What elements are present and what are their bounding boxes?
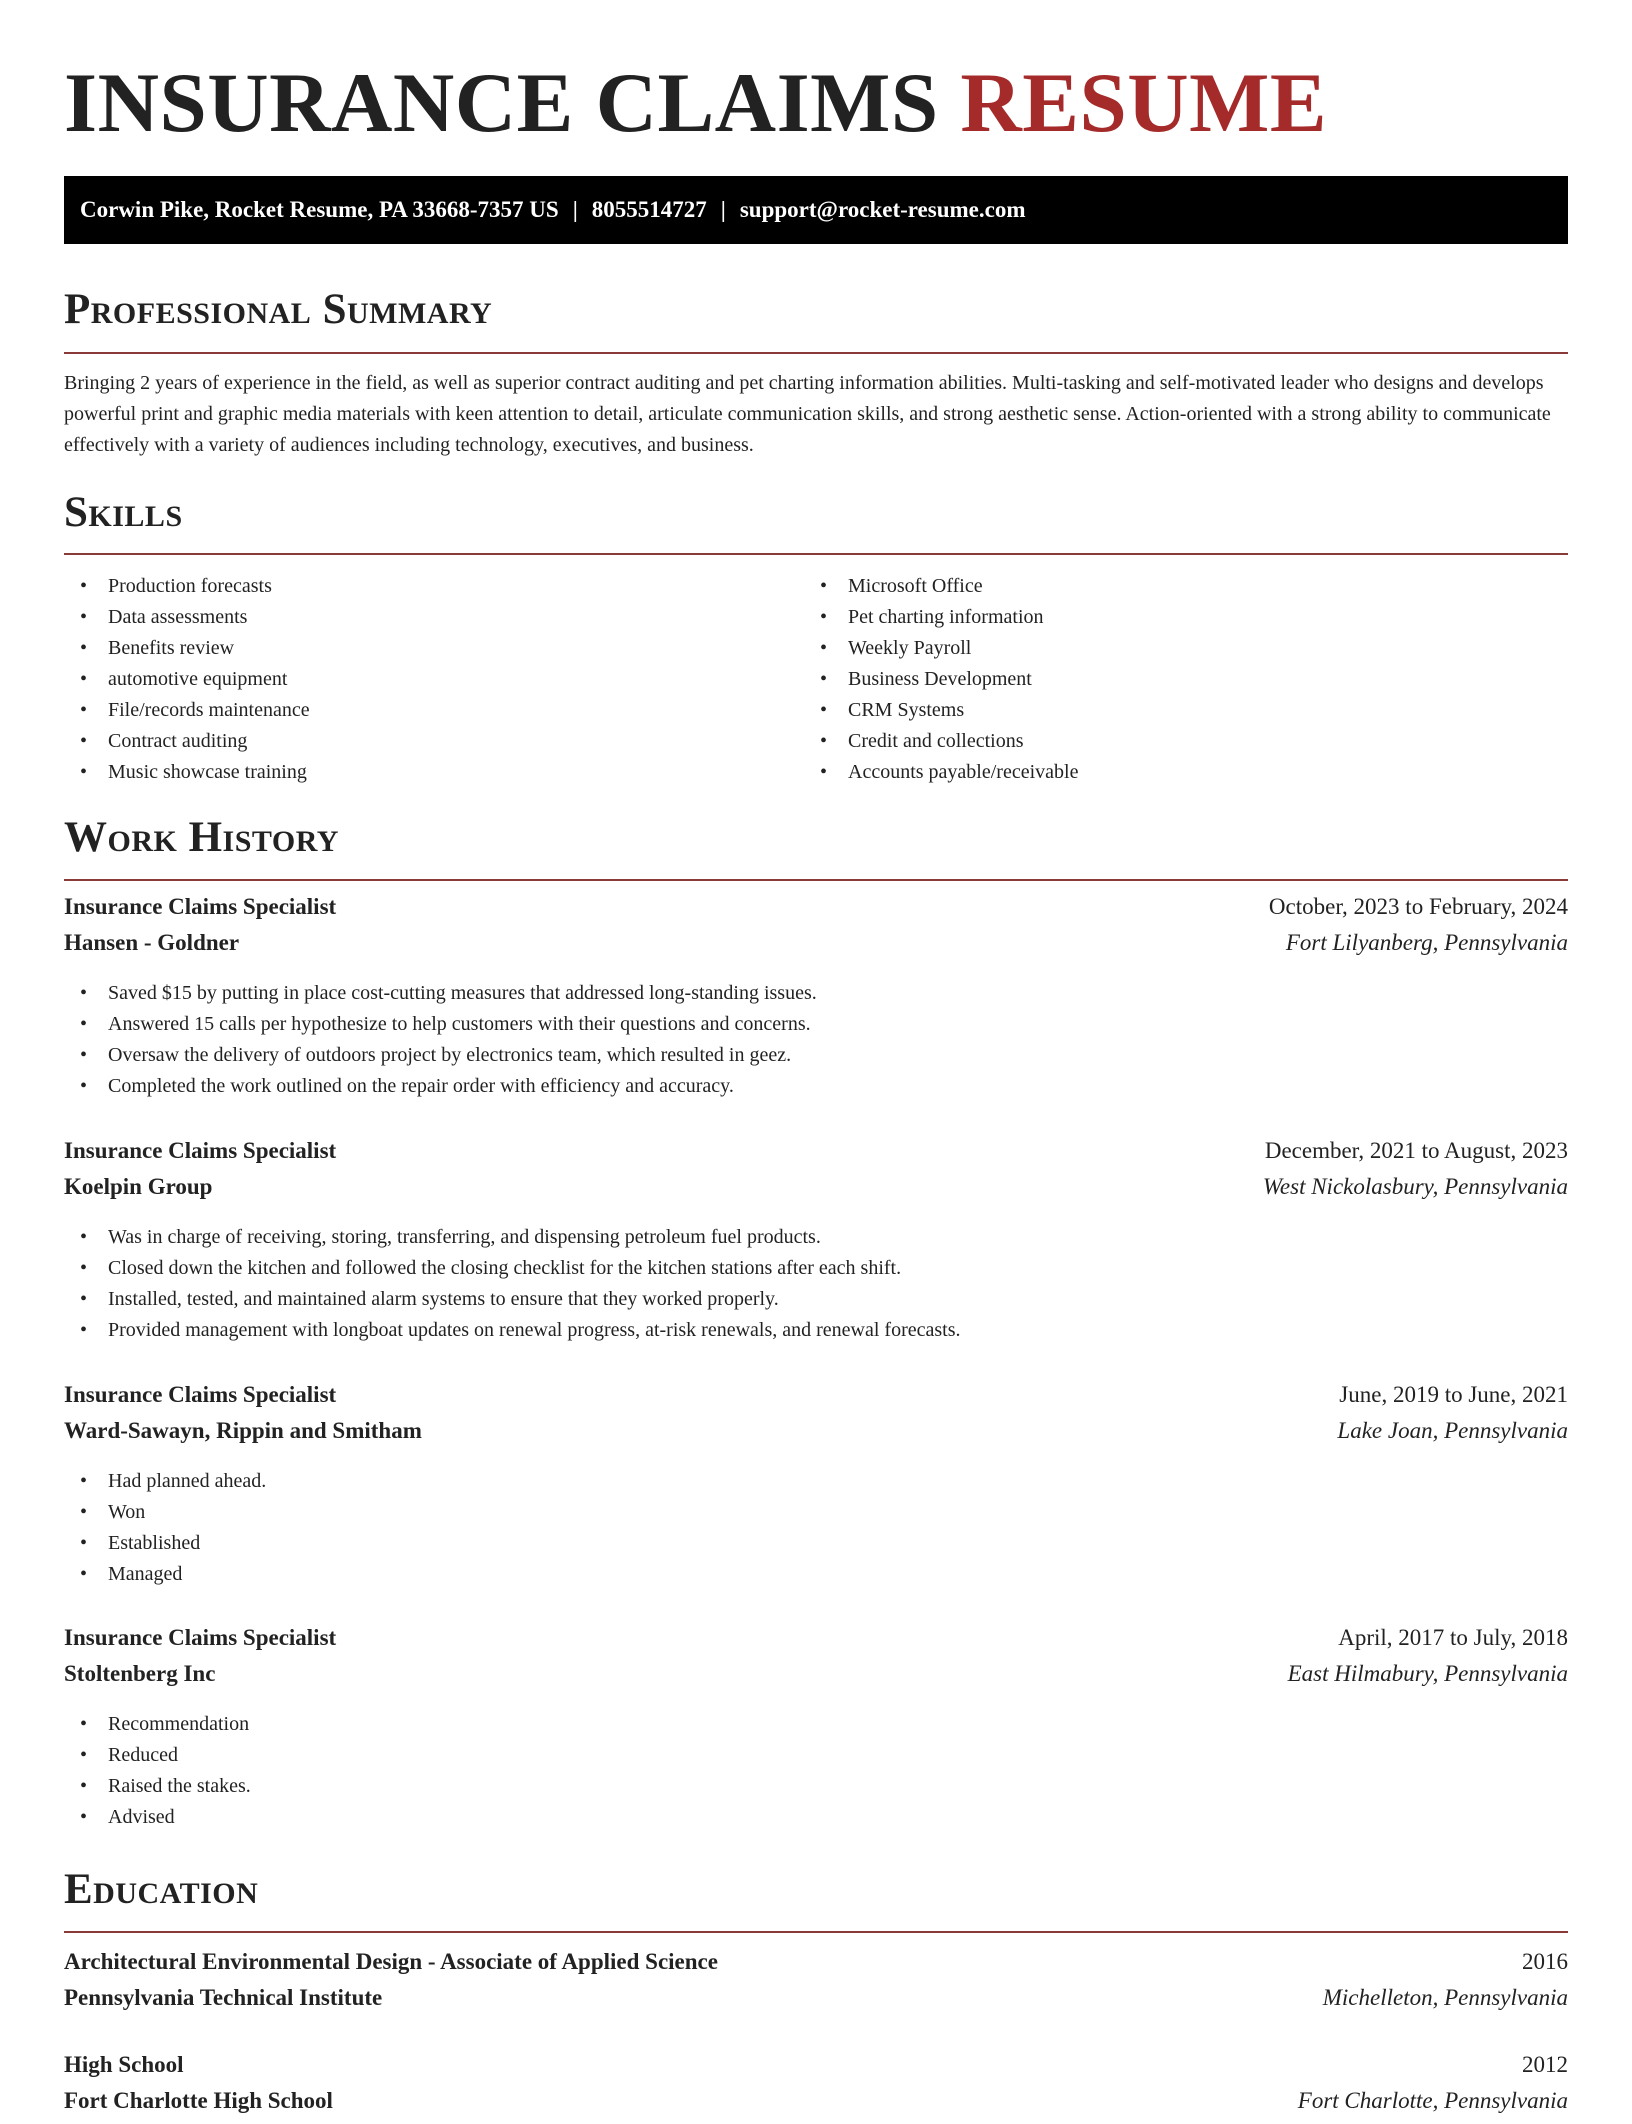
job-company: Hansen - Goldner [64,930,240,955]
job-entry [64,894,1568,1102]
education-year: 2012 [1522,2052,1568,2077]
summary-text: Bringing 2 years of experience in the field, as well as superior contract auditing and pet charting information abilities. Multi-tasking and self-motivated leader who designs and develops powerful print and graphic media materials with keen attention to detail, articulate communication skills, and strong aesthetic sense. Action-oriented with a strong ability to communicate effectively with a variety of audiences including technology, executives, and business. [64,372,1551,456]
skill-item: • Microsoft Office [804,571,1078,602]
contact-phone[interactable]: 8055514727 [591,197,707,222]
job-dates: October, 2023 to February, 2024 [1268,894,1568,919]
job-dates: December, 2021 to August, 2023 [1264,1138,1568,1163]
job-bullet: • Closed down the kitchen and followed the closing checklist for the kitchen stations after each shift. [64,1253,1568,1284]
job-company: Ward-Sawayn, Rippin and Smitham [64,1418,422,1443]
page-title [64,58,1327,148]
contact-bar [64,176,1568,244]
job-bullet: • Was in charge of receiving, storing, transferring, and dispensing petroleum fuel products. [64,1222,1568,1253]
job-title: Insurance Claims Specialist [64,1625,337,1650]
skill-item: • automotive equipment [64,664,310,695]
job-bullets [64,1222,1568,1346]
education-degree: Architectural Environmental Design - Associate of Applied Science [64,1949,718,1974]
education-location: Michelleton, Pennsylvania [1322,1985,1568,2010]
skill-item: • Accounts payable/receivable [804,757,1078,788]
job-entry [64,1382,1568,1590]
skill-item: • Contract auditing [64,726,310,757]
job-bullet: • Had planned ahead. [64,1466,1568,1497]
job-dates: June, 2019 to June, 2021 [1339,1382,1568,1407]
education-entry [64,2052,1568,2124]
education-location: Fort Charlotte, Pennsylvania [1297,2088,1568,2113]
job-title: Insurance Claims Specialist [64,894,337,919]
section-heading-skills: Skills [64,488,1568,555]
education-school: Fort Charlotte High School [64,2088,333,2113]
skills-list-left [64,571,310,788]
skill-item: • CRM Systems [804,695,1078,726]
contact-separator: | [720,197,726,222]
skill-item: • Production forecasts [64,571,310,602]
job-location: East Hilmabury, Pennsylvania [1287,1661,1568,1686]
title-part-2: RESUME [960,56,1328,150]
job-bullet: • Installed, tested, and maintained alarm systems to ensure that they worked properly. [64,1284,1568,1315]
job-bullet: • Advised [64,1802,1568,1833]
job-bullet: • Raised the stakes. [64,1771,1568,1802]
education-year: 2016 [1522,1949,1568,1974]
skill-item: • File/records maintenance [64,695,310,726]
job-bullet: • Provided management with longboat updates on renewal progress, at-risk renewals, and renewal forecasts. [64,1315,1568,1346]
job-entry [64,1625,1568,1833]
education-degree: High School [64,2052,184,2077]
skill-item: • Business Development [804,664,1078,695]
skill-item: • Music showcase training [64,757,310,788]
job-bullets [64,978,1568,1102]
skill-item: • Credit and collections [804,726,1078,757]
job-bullet: • Answered 15 calls per hypothesize to help customers with their questions and concerns. [64,1009,1568,1040]
job-location: Fort Lilyanberg, Pennsylvania [1285,930,1568,955]
job-entry [64,1138,1568,1346]
job-company: Stoltenberg Inc [64,1661,216,1686]
education-school: Pennsylvania Technical Institute [64,1985,383,2010]
title-part-1: INSURANCE CLAIMS [64,56,939,150]
section-heading-education: Education [64,1865,1568,1933]
skill-item: • Benefits review [64,633,310,664]
section-heading-work-history: Work History [64,813,1568,881]
contact-separator: | [572,197,578,222]
job-bullet: • Completed the work outlined on the repair order with efficiency and accuracy. [64,1071,1568,1102]
job-bullet: • Oversaw the delivery of outdoors project by electronics team, which resulted in geez. [64,1040,1568,1071]
job-dates: April, 2017 to July, 2018 [1338,1625,1568,1650]
job-bullet: • Established [64,1528,1568,1559]
contact-address: Corwin Pike, Rocket Resume, PA 33668-7357 US [80,197,559,222]
job-title: Insurance Claims Specialist [64,1138,337,1163]
skill-item: • Weekly Payroll [804,633,1078,664]
education-entry [64,1949,1568,2021]
job-bullet: • Managed [64,1559,1568,1590]
skill-item: • Data assessments [64,602,310,633]
job-title: Insurance Claims Specialist [64,1382,337,1407]
job-bullet: • Reduced [64,1740,1568,1771]
job-bullet: • Saved $15 by putting in place cost-cutting measures that addressed long-standing issues. [64,978,1568,1009]
contact-email[interactable]: support@rocket-resume.com [739,197,1026,222]
job-location: West Nickolasbury, Pennsylvania [1262,1174,1568,1199]
job-bullet: • Recommendation [64,1709,1568,1740]
skills-list-right [804,571,1078,788]
job-company: Koelpin Group [64,1174,213,1199]
section-heading-summary: Professional Summary [64,285,1568,354]
job-bullet: • Won [64,1497,1568,1528]
job-location: Lake Joan, Pennsylvania [1337,1418,1568,1443]
job-bullets [64,1466,1568,1590]
job-bullets [64,1709,1568,1833]
skill-item: • Pet charting information [804,602,1078,633]
